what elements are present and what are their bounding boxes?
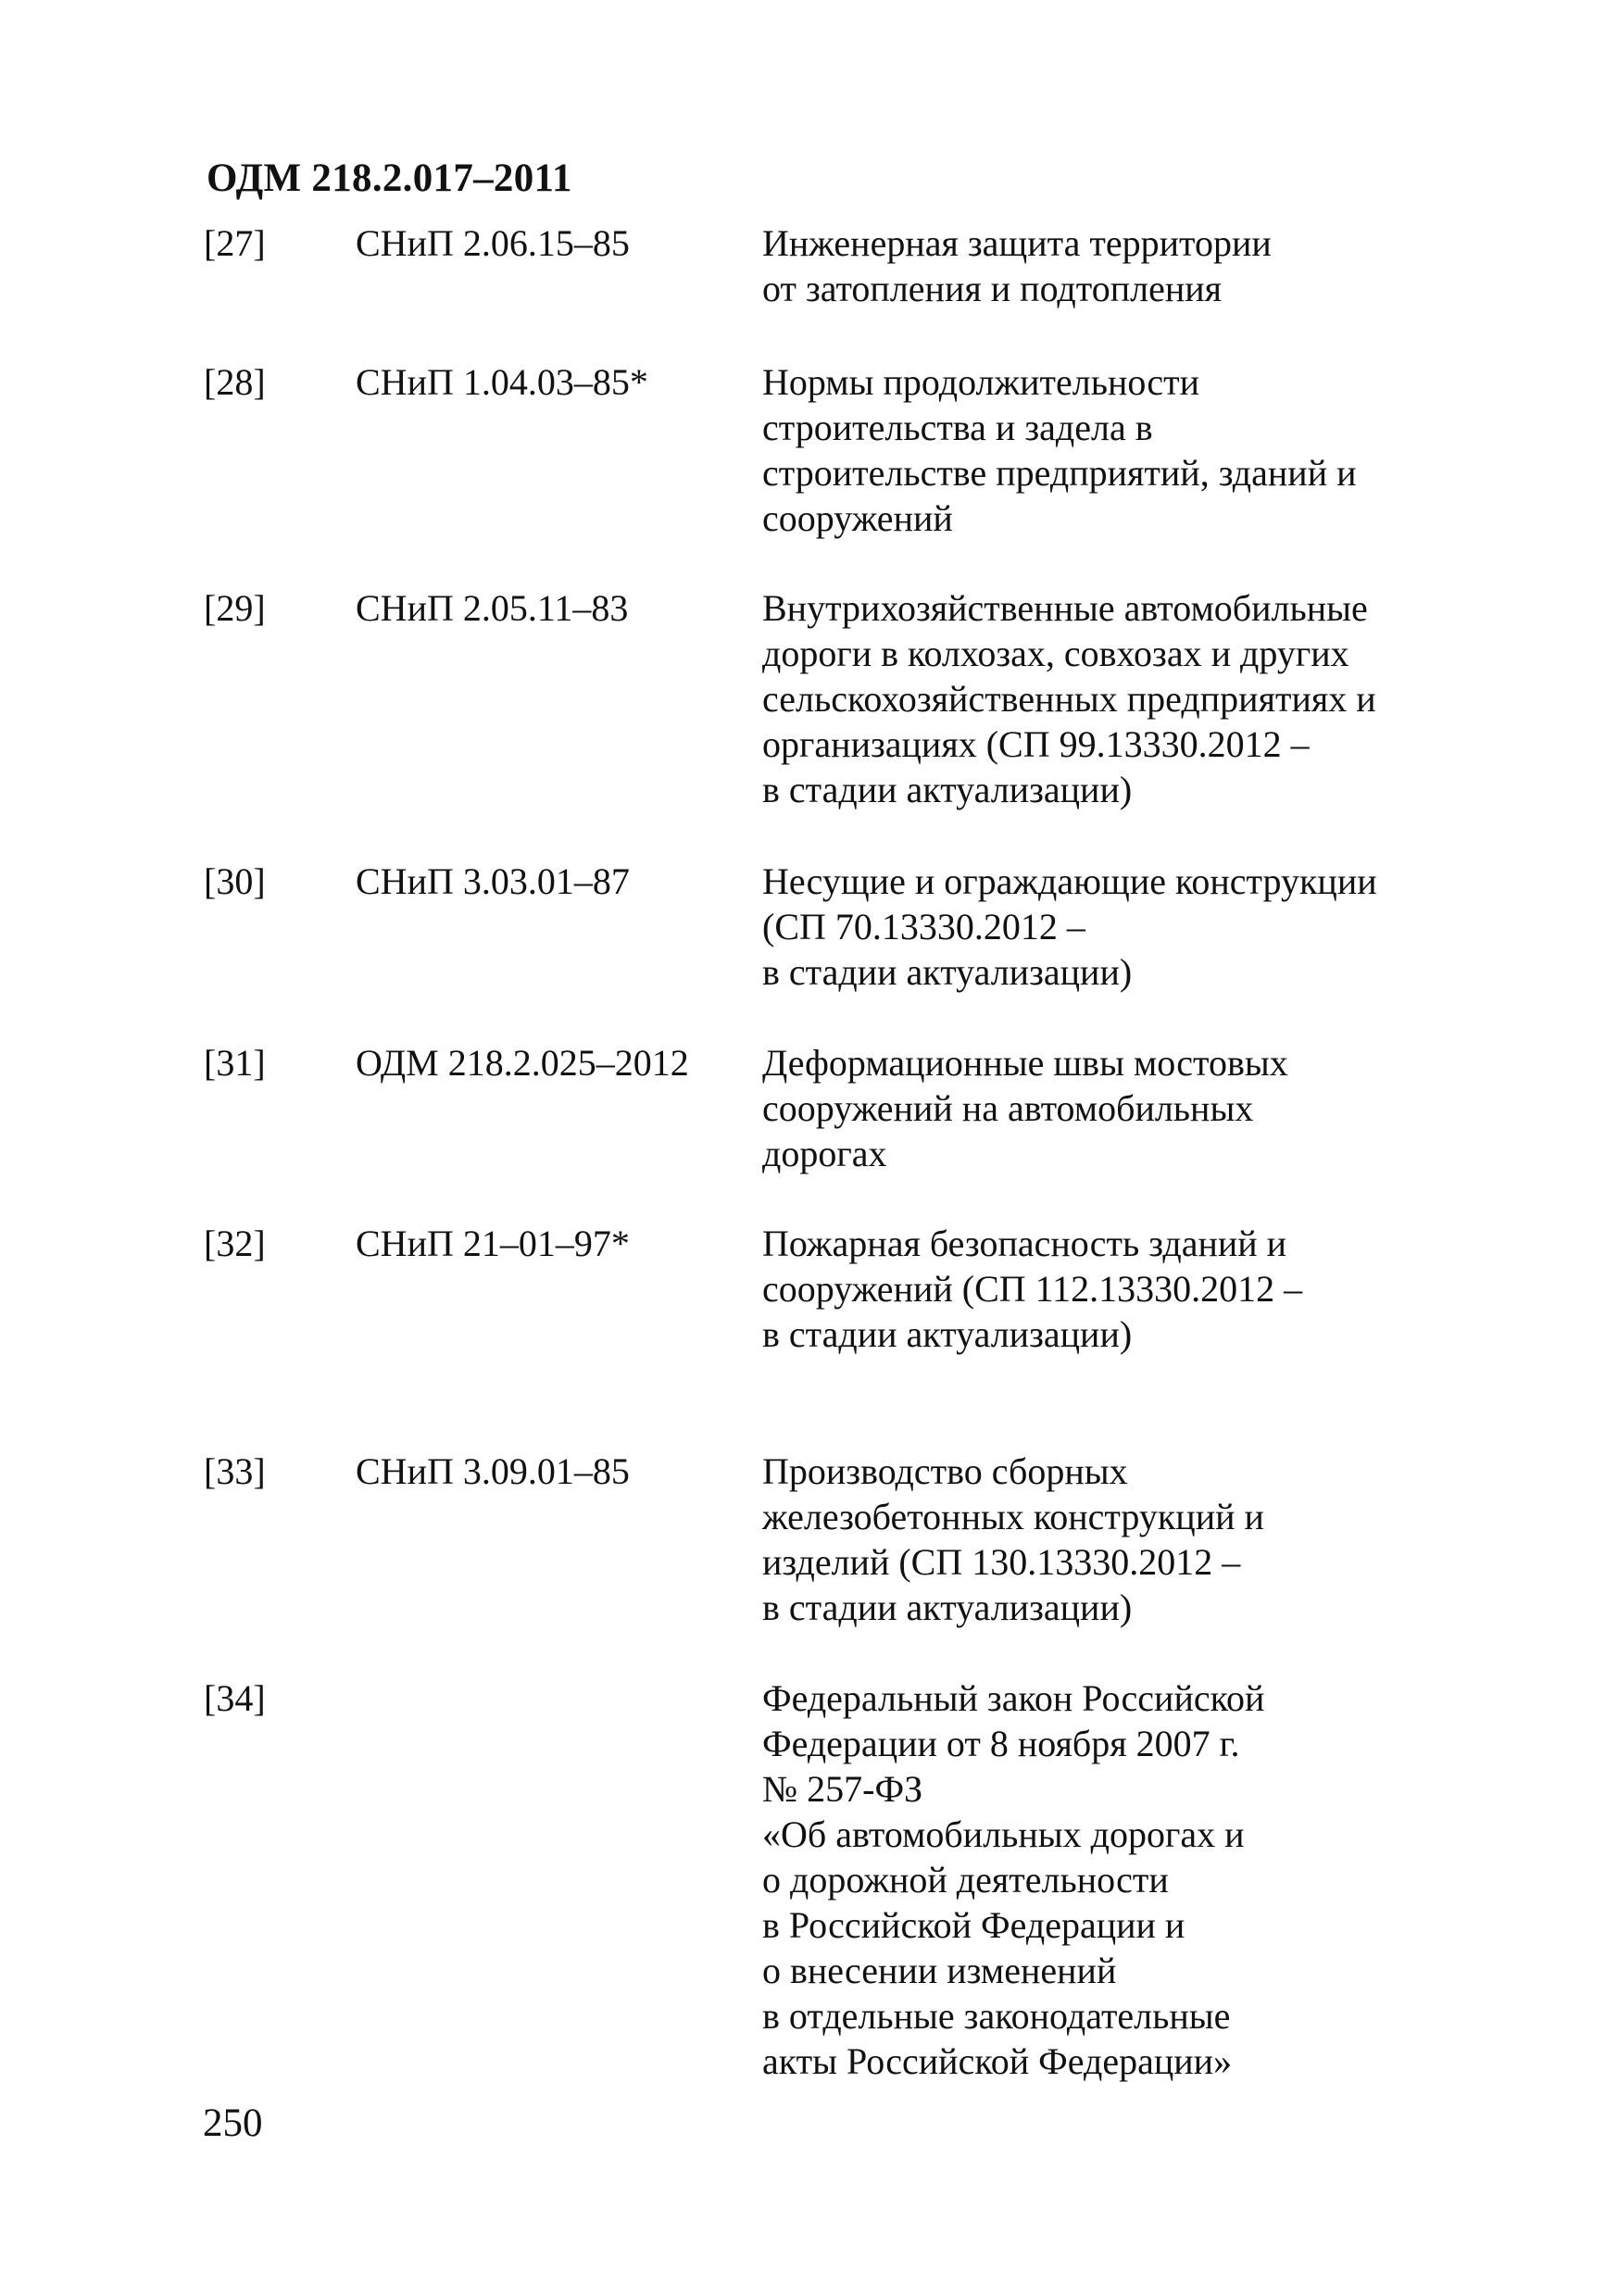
reference-title-line: акты Российской Федерации» — [762, 2040, 1233, 2082]
page-number: 250 — [203, 2102, 263, 2145]
reference-title-line: № 257-ФЗ — [762, 1768, 923, 1810]
reference-title — [762, 1221, 1466, 1357]
reference-number: [34] — [204, 1677, 266, 1719]
reference-title-line: Федерации от 8 ноября 2007 г. — [762, 1723, 1240, 1764]
reference-title-line: Нормы продолжительности — [762, 361, 1200, 403]
reference-title-line: в стадии актуализации) — [762, 1587, 1133, 1628]
reference-title-line: Производство сборных — [762, 1450, 1128, 1492]
reference-title-line: дорогах — [762, 1133, 887, 1174]
reference-number: [28] — [204, 361, 266, 403]
reference-title-line: в стадии актуализации) — [762, 769, 1133, 810]
reference-title-line: Федеральный закон Российской — [762, 1677, 1265, 1719]
reference-number: [27] — [204, 222, 266, 264]
reference-number: [33] — [204, 1450, 266, 1492]
reference-title — [762, 1675, 1466, 2084]
reference-title — [762, 585, 1466, 812]
reference-title-line: в стадии актуализации) — [762, 951, 1133, 993]
reference-title-line: о внесении изменений — [762, 1950, 1117, 1991]
reference-code: СНиП 2.06.15–85 — [356, 222, 630, 264]
reference-title — [762, 1040, 1466, 1176]
reference-title-line: Деформационные швы мостовых — [762, 1042, 1288, 1084]
reference-title-line: Пожарная безопасность зданий и — [762, 1223, 1287, 1264]
reference-code: СНиП 3.09.01–85 — [356, 1450, 630, 1492]
reference-title — [762, 220, 1466, 311]
reference-title-line: в отдельные законодательные — [762, 1995, 1231, 2037]
reference-number: [30] — [204, 860, 266, 902]
reference-title-line: о дорожной деятельности — [762, 1859, 1169, 1901]
reference-title-line: сооружений (СП 112.13330.2012 – — [762, 1268, 1303, 1310]
reference-title — [762, 1449, 1466, 1630]
reference-title-line: строительстве предприятий, зданий и — [762, 452, 1357, 494]
reference-title-line: Инженерная защита территории — [762, 222, 1272, 264]
reference-title-line: в стадии актуализации) — [762, 1313, 1133, 1355]
reference-title-line: сельскохозяйственных предприятиях и — [762, 678, 1376, 720]
reference-code: ОДМ 218.2.025–2012 — [356, 1042, 689, 1084]
reference-code: СНиП 2.05.11–83 — [356, 587, 629, 629]
reference-title-line: изделий (СП 130.13330.2012 – — [762, 1541, 1241, 1583]
reference-code: СНиП 21–01–97* — [356, 1223, 630, 1264]
reference-title — [762, 859, 1466, 995]
reference-title-line: сооружений — [762, 497, 953, 539]
reference-title-line: Несущие и ограждающие конструкции — [762, 860, 1377, 902]
reference-number: [32] — [204, 1223, 266, 1264]
reference-title-line: в Российской Федерации и — [762, 1904, 1185, 1946]
reference-title-line: Внутрихозяйственные автомобильные — [762, 587, 1368, 629]
reference-code: СНиП 3.03.01–87 — [356, 860, 630, 902]
reference-title-line: железобетонных конструкций и — [762, 1496, 1264, 1537]
reference-title-line: (СП 70.13330.2012 – — [762, 906, 1085, 947]
reference-title-line: от затопления и подтопления — [762, 268, 1223, 309]
reference-title — [762, 359, 1466, 541]
reference-title-line: сооружений на автомобильных — [762, 1087, 1254, 1129]
reference-code: СНиП 1.04.03–85* — [356, 361, 648, 403]
reference-title-line: строительства и задела в — [762, 407, 1153, 448]
reference-title-line: дороги в колхозах, совхозах и других — [762, 633, 1349, 674]
reference-number: [31] — [204, 1042, 266, 1084]
reference-number: [29] — [204, 587, 266, 629]
document-code-header: ОДМ 218.2.017–2011 — [207, 157, 572, 200]
reference-title-line: «Об автомобильных дорогах и — [762, 1813, 1245, 1855]
reference-title-line: организациях (СП 99.13330.2012 – — [762, 723, 1310, 765]
